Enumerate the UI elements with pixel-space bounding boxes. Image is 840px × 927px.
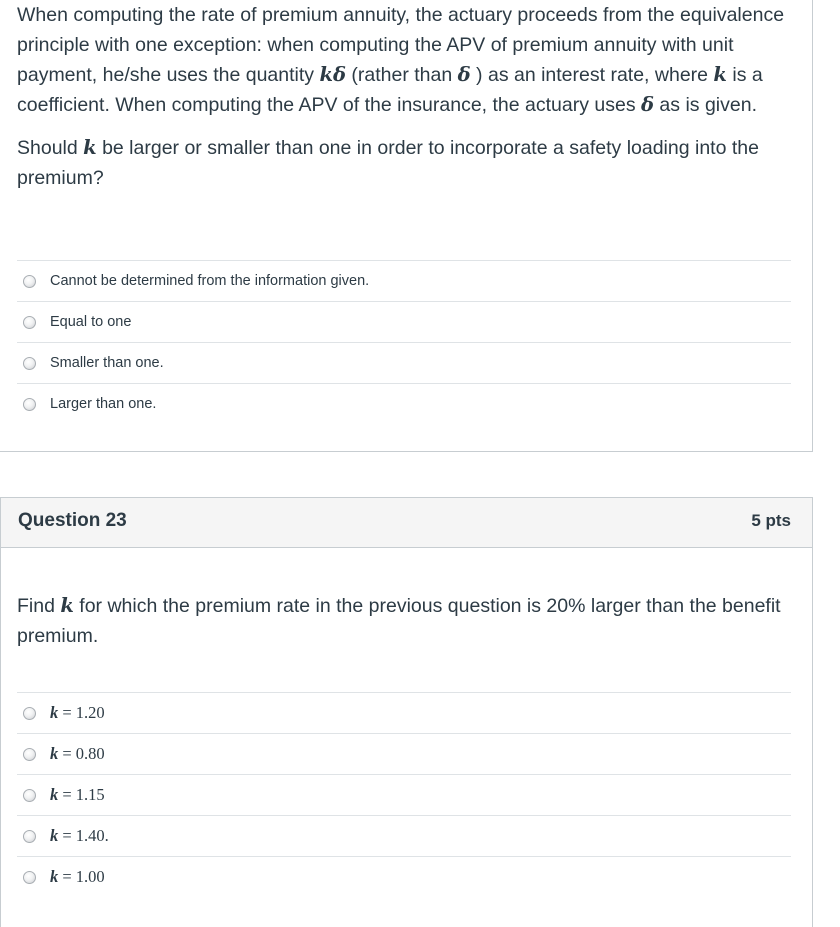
math-k: k	[50, 785, 59, 804]
answer-option[interactable]	[17, 260, 791, 301]
radio-button[interactable]	[23, 830, 36, 843]
radio-button[interactable]	[23, 398, 36, 411]
text-segment: ) as an interest rate, where	[470, 64, 714, 86]
answer-option[interactable]	[17, 383, 791, 424]
math-k: k	[50, 703, 59, 722]
question-22-text	[17, 0, 797, 193]
text-segment: is a coefficient. When computing the APV of the insurance, the actuary uses	[17, 64, 763, 116]
question-22-card	[0, 0, 813, 452]
answer-value: = 1.40.	[58, 826, 109, 845]
radio-button[interactable]	[23, 871, 36, 884]
radio-button[interactable]	[23, 748, 36, 761]
answer-label: Equal to one	[50, 314, 132, 330]
math-k: k	[50, 826, 59, 845]
question-22-paragraph-2	[17, 133, 797, 193]
answer-label	[50, 785, 105, 805]
answer-option[interactable]	[17, 774, 791, 815]
text-segment: be larger or smaller than one in order to incorporate a safety loading into the premium?	[17, 137, 759, 189]
text-segment: (rather than	[345, 64, 458, 86]
answer-label	[50, 867, 105, 887]
text-segment: When computing the rate of premium annuity, the actuary proceeds from the equivalence principle with one exception: when computing the APV of premium annuity with unit payment, he/she uses the quantity	[17, 4, 785, 86]
radio-button[interactable]	[23, 316, 36, 329]
radio-button[interactable]	[23, 357, 36, 370]
answer-value: = 0.80	[58, 744, 105, 763]
question-23-answers	[17, 692, 791, 897]
question-title: Question 23	[18, 510, 127, 531]
question-22-paragraph-1	[17, 0, 797, 120]
answer-label: Smaller than one.	[50, 355, 164, 371]
radio-button[interactable]	[23, 789, 36, 802]
math-k: k	[713, 63, 727, 86]
answer-value: = 1.00	[58, 867, 105, 886]
answer-option[interactable]	[17, 856, 791, 897]
question-23-text	[17, 591, 797, 651]
answer-option[interactable]	[17, 342, 791, 383]
radio-button[interactable]	[23, 707, 36, 720]
math-delta: δ	[457, 63, 471, 86]
answer-option[interactable]	[17, 301, 791, 342]
question-23-paragraph	[17, 591, 797, 651]
question-points: 5 pts	[751, 511, 791, 530]
text-segment: Find	[17, 595, 61, 617]
answer-label	[50, 826, 109, 846]
text-segment: for which the premium rate in the previous question is 20% larger than the benefit premium.	[17, 595, 781, 647]
text-segment: Should	[17, 137, 84, 159]
radio-button[interactable]	[23, 275, 36, 288]
answer-label: Larger than one.	[50, 396, 157, 412]
text-segment: as is given.	[654, 94, 757, 116]
answer-value: = 1.20	[58, 703, 105, 722]
answer-label	[50, 744, 105, 764]
answer-option[interactable]	[17, 692, 791, 733]
question-23-header	[1, 497, 812, 548]
answer-label: Cannot be determined from the information given.	[50, 273, 370, 289]
question-22-answers	[17, 260, 791, 424]
answer-option[interactable]	[17, 815, 791, 856]
answer-value: = 1.15	[58, 785, 105, 804]
math-k: k	[50, 744, 59, 763]
math-k: k	[83, 136, 97, 159]
math-k: k	[50, 867, 59, 886]
answer-label	[50, 703, 105, 723]
math-k-delta: kδ	[319, 63, 346, 86]
math-k: k	[60, 594, 74, 617]
math-delta: δ	[641, 93, 655, 116]
answer-option[interactable]	[17, 733, 791, 774]
question-23-card	[0, 497, 813, 927]
